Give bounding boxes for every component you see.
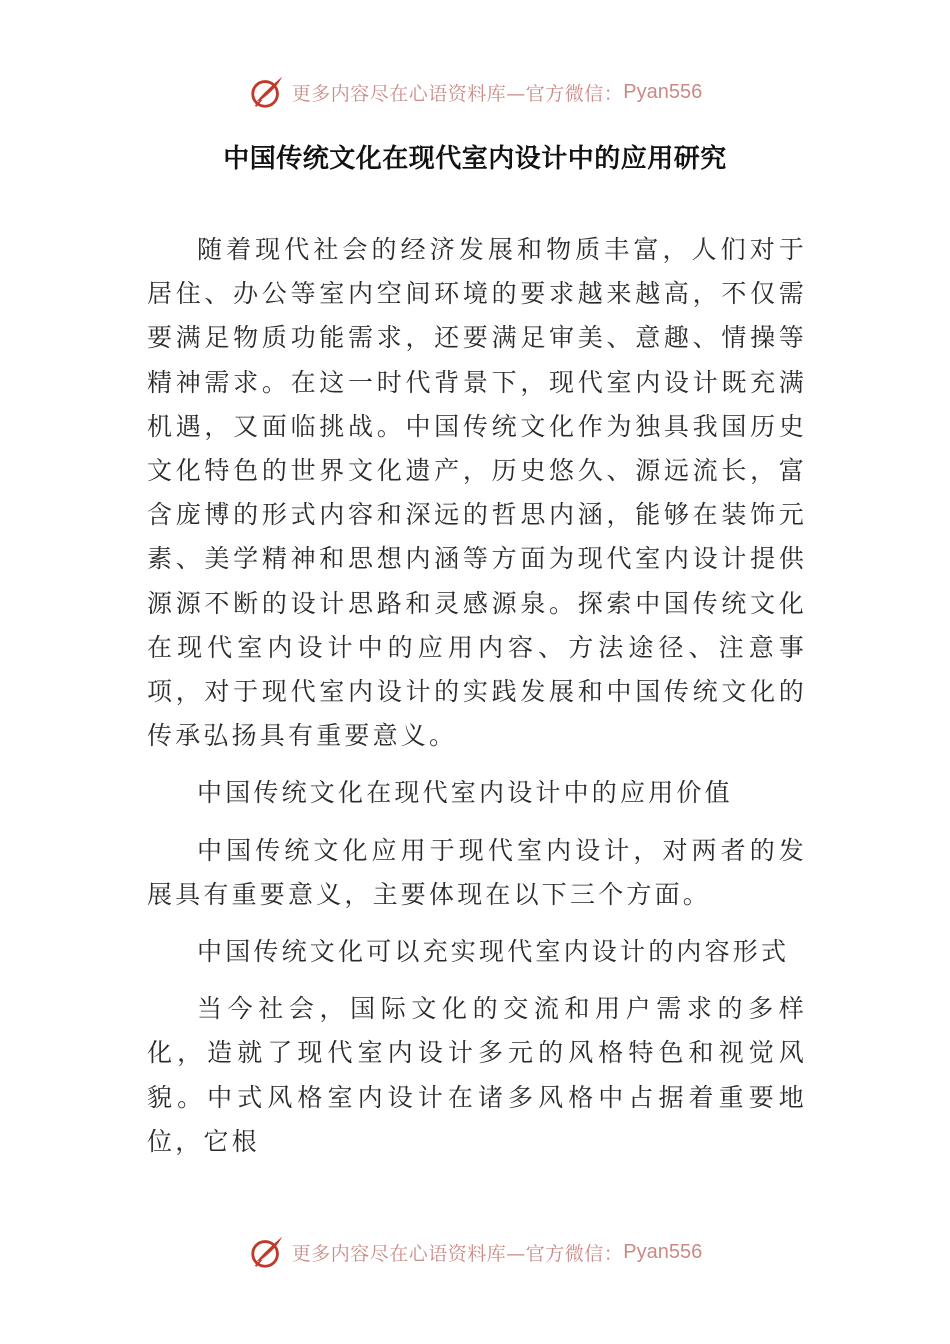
subsection-heading-content-form: 中国传统文化可以充实现代室内设计的内容形式	[197, 937, 790, 967]
footer-watermark	[0, 1230, 950, 1274]
watermark-wechat-id: Pyan556	[623, 1240, 703, 1263]
section-heading-value: 中国传统文化在现代室内设计中的应用价值	[197, 778, 733, 808]
paragraph-content-form: 当今社会，国际文化的交流和用户需求的多样化，造就了现代室内设计多元的风格特色和视觉风貌。中式风格室内设计在诸多风格中占据着重要地位，它根	[147, 994, 807, 1156]
document-body	[147, 228, 807, 1177]
quill-logo-icon	[248, 73, 286, 111]
quill-logo-icon	[248, 1233, 286, 1271]
paragraph-value-summary: 中国传统文化应用于现代室内设计，对两者的发展具有重要意义，主要体现在以下三个方面。	[147, 835, 807, 909]
document-title: 中国传统文化在现代室内设计中的应用研究	[223, 144, 727, 174]
watermark-text: 更多内容尽在心语资料库—官方微信：	[291, 1242, 624, 1265]
header-watermark	[0, 70, 950, 114]
paragraph-intro: 随着现代社会的经济发展和物质丰富，人们对于居住、办公等室内空间环境的要求越来越高，不仅需要满足物质功能需求，还要满足审美、意趣、情操等精神需求。在这一时代背景下，现代室内设计既充满机遇，又面临挑战。中国传统文化作为独具我国历史文化特色的世界文化遗产，历史悠久、源远流长，富含庞博的形式内容和深远的哲思内涵，能够在装饰元素、美学精神和思想内涵等方面为现代室内设计提供源源不断的设计思路和灵感源泉。探索中国传统文化在现代室内设计中的应用内容、方法途径、注意事项，对于现代室内设计的实践发展和中国传统文化的传承弘扬具有重要意义。	[147, 235, 807, 751]
watermark-text: 更多内容尽在心语资料库—官方微信：	[291, 82, 624, 105]
watermark-wechat-id: Pyan556	[623, 80, 703, 103]
